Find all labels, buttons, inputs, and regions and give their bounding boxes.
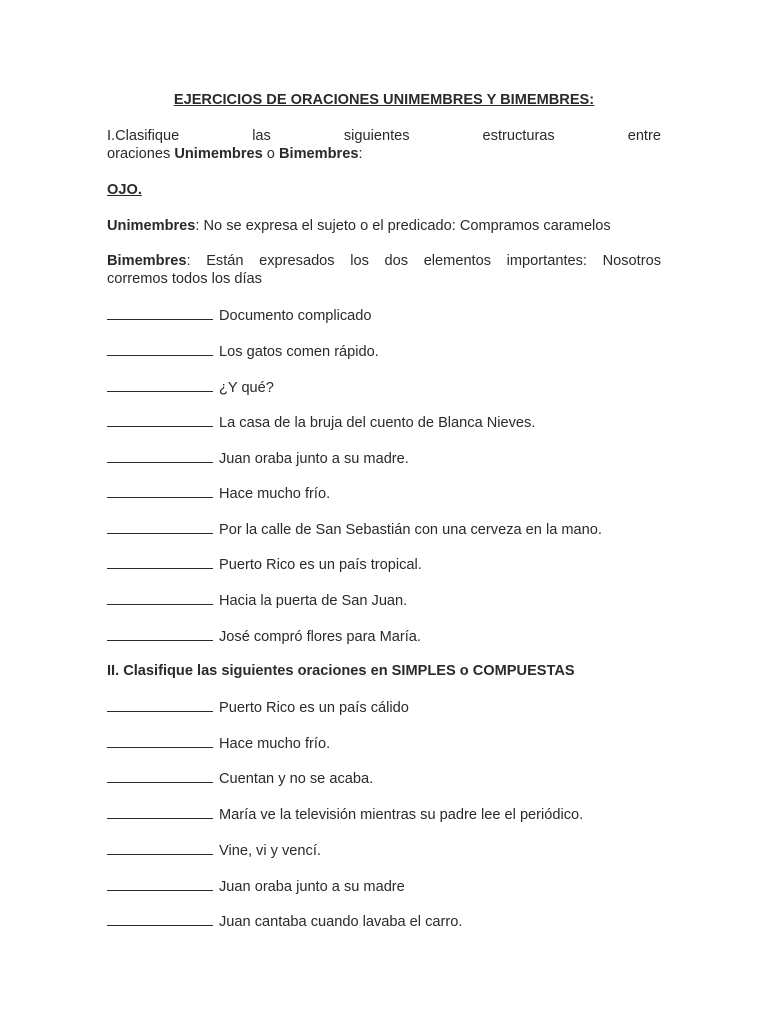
list-item [107, 555, 422, 573]
item-text: Vine, vi y vencí. [219, 843, 321, 859]
item-text: Puerto Rico es un país tropical. [219, 557, 422, 573]
instruction-text: o [262, 146, 279, 162]
bimembres-term: Bimembres [278, 146, 359, 162]
bimembres-label: Bimembres [107, 253, 187, 269]
list-item [107, 734, 330, 752]
bimembres-text: : Están expresados los dos elementos importantes: Nosotros [186, 253, 661, 269]
instruction-word: I.Clasifique [107, 128, 180, 144]
answer-blank[interactable] [107, 805, 213, 819]
item-text: Juan oraba junto a su madre [219, 879, 405, 895]
answer-blank[interactable] [107, 306, 213, 320]
item-text: Hace mucho frío. [219, 736, 331, 752]
item-text: José compró flores para María. [219, 629, 421, 645]
answer-blank[interactable] [107, 378, 213, 392]
answer-blank[interactable] [107, 769, 213, 783]
list-item [107, 769, 373, 787]
answer-blank[interactable] [107, 627, 213, 641]
unimembres-term: Unimembres [174, 146, 263, 162]
item-text: La casa de la bruja del cuento de Blanca Nieves. [219, 415, 536, 431]
item-text: Por la calle de San Sebastián con una cerveza en la mano. [219, 522, 602, 538]
ojo-label: OJO. [107, 182, 142, 198]
item-text: Puerto Rico es un país cálido [219, 700, 409, 716]
list-item [107, 591, 407, 609]
section1-instruction [107, 127, 661, 163]
instruction-word: siguientes [343, 128, 410, 144]
item-text: Documento complicado [219, 308, 372, 324]
list-item [107, 342, 379, 360]
item-text: Juan oraba junto a su madre. [219, 451, 409, 467]
unimembres-definition [107, 217, 661, 235]
instruction-text: : [358, 146, 363, 162]
list-item [107, 627, 421, 645]
list-item [107, 484, 330, 502]
answer-blank[interactable] [107, 342, 213, 356]
list-item [107, 877, 405, 895]
answer-blank[interactable] [107, 413, 213, 427]
instruction-word: las [252, 128, 271, 144]
item-text: Los gatos comen rápido. [219, 344, 379, 360]
ojo-heading [107, 181, 661, 199]
answer-blank[interactable] [107, 449, 213, 463]
answer-blank[interactable] [107, 877, 213, 891]
list-item [107, 805, 583, 823]
item-text: Juan cantaba cuando lavaba el carro. [219, 914, 463, 930]
answer-blank[interactable] [107, 912, 213, 926]
section2-heading [107, 663, 575, 679]
list-item [107, 912, 462, 930]
list-item [107, 378, 274, 396]
list-item [107, 449, 409, 467]
instruction-line-1 [107, 127, 661, 145]
answer-blank[interactable] [107, 555, 213, 569]
instruction-word: entre [627, 128, 661, 144]
bimembres-line-1 [107, 252, 661, 270]
bimembres-definition [107, 252, 661, 288]
answer-blank[interactable] [107, 591, 213, 605]
list-item [107, 698, 409, 716]
list-item [107, 841, 321, 859]
item-text: ¿Y qué? [219, 380, 274, 396]
section2-heading-text: II. Clasifique las siguientes oraciones en SIMPLES o COMPUESTAS [107, 663, 575, 679]
answer-blank[interactable] [107, 841, 213, 855]
answer-blank[interactable] [107, 520, 213, 534]
answer-blank[interactable] [107, 734, 213, 748]
item-text: Hacia la puerta de San Juan. [219, 593, 408, 609]
unimembres-text: : No se expresa el sujeto o el predicado: Compramos caramelos [195, 218, 611, 234]
item-text: Hace mucho frío. [219, 486, 331, 502]
worksheet-title: EJERCICIOS DE ORACIONES UNIMEMBRES Y BIMEMBRES: [173, 92, 595, 108]
list-item [107, 520, 602, 538]
list-item [107, 306, 372, 324]
item-text: Cuentan y no se acaba. [219, 771, 374, 787]
answer-blank[interactable] [107, 484, 213, 498]
item-text: María ve la televisión mientras su padre lee el periódico. [219, 807, 584, 823]
bimembres-line-2: corremos todos los días [107, 271, 262, 287]
list-item [107, 413, 535, 431]
instruction-text: oraciones [107, 146, 175, 162]
instruction-line-2 [107, 145, 661, 163]
unimembres-label: Unimembres [107, 218, 196, 234]
instruction-word: estructuras [482, 128, 555, 144]
answer-blank[interactable] [107, 698, 213, 712]
